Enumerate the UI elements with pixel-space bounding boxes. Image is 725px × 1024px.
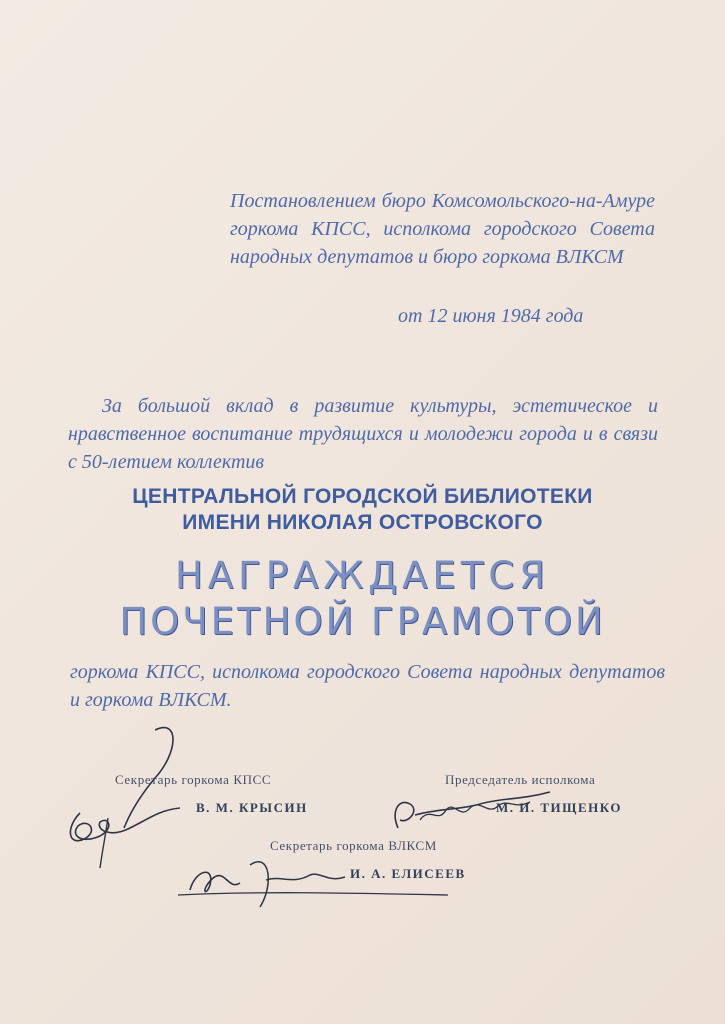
party-secretary-signature	[60, 718, 210, 878]
komsomol-secretary-name: И. А. ЕЛИСЕЕВ	[350, 866, 466, 881]
komsomol-secretary-title: Секретарь горкома ВЛКСМ	[270, 838, 437, 853]
party-secretary-title: Секретарь горкома КПСС	[115, 772, 272, 787]
party-secretary-name: В. М. КРЫСИН	[196, 800, 308, 815]
organization-name-line1: ЦЕНТРАЛЬНОЙ ГОРОДСКОЙ БИБЛИОТЕКИ	[132, 485, 593, 508]
award-reason: За большой вклад в развитие культуры, эстетическое и нравственное воспитание трудящихся и молодежи города и в связи с 50-летием коллектив	[68, 395, 658, 473]
executive-chairman-name: М. И. ТИЩЕНКО	[496, 800, 622, 815]
komsomol-secretary-signature	[170, 845, 460, 920]
decree-text: Постановлением бюро Комсомольского-на-Амуре горкома КПСС, исполкома городского Совета народных депутатов и бюро горкома ВЛКСМ	[230, 190, 655, 268]
awarding-bodies: горкома КПСС, исполкома городского Совета народных депутатов и горкома ВЛКСМ.	[70, 661, 665, 711]
award-heading-line1: НАГРАЖДАЕТСЯ	[175, 554, 550, 597]
decree-date: от 12 июня 1984 года	[398, 305, 584, 327]
executive-chairman-title: Председатель исполкома	[445, 772, 596, 787]
award-heading-line2: ПОЧЕТНОЙ ГРАМОТОЙ	[119, 600, 606, 643]
organization-name-line2: ИМЕНИ НИКОЛАЯ ОСТРОВСКОГО	[182, 511, 543, 534]
